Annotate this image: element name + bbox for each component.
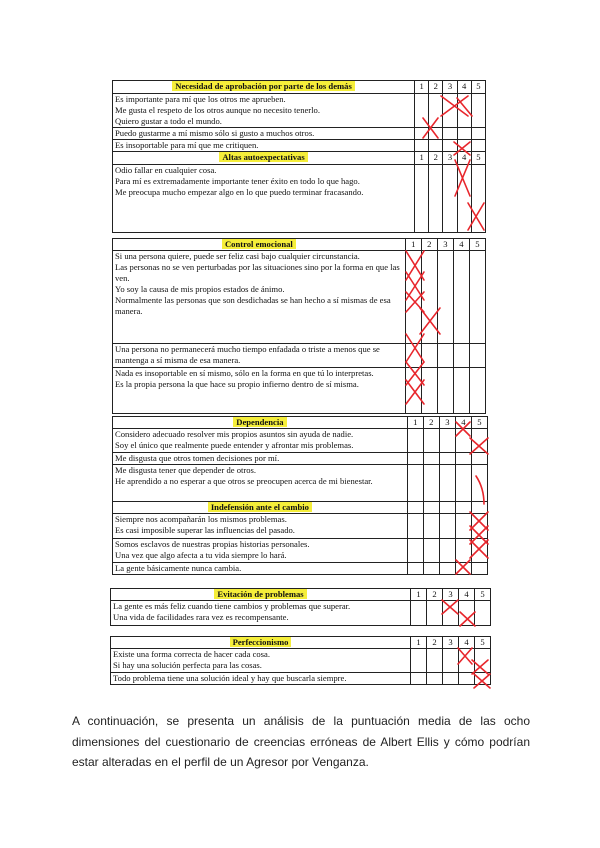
- list-item: Me disgusta que otros tomen decisiones por mí.: [113, 453, 408, 465]
- scale-header-5: 5: [471, 152, 485, 165]
- scale-header-2: 2: [427, 637, 443, 649]
- table-control-emocional: [112, 238, 486, 414]
- scale-header-3: 3: [439, 417, 455, 429]
- list-item: Siempre nos acompañarán los mismos problemas. Es casi imposible superar las influencias del pasado.: [113, 514, 408, 539]
- list-item: Puedo gustarme a mí mismo sólo si gusto a muchos otros.: [113, 128, 415, 140]
- scale-header-1: 1: [415, 81, 429, 94]
- list-item: Es insoportable para mí que me critiquen.: [113, 140, 415, 152]
- table-evitacion-problemas: [110, 588, 491, 626]
- scale-header-2: 2: [429, 152, 443, 165]
- scale-header-5: 5: [475, 589, 491, 601]
- scale-header-1: 1: [411, 637, 427, 649]
- scale-header-3: 3: [443, 637, 459, 649]
- scale-header-4: 4: [455, 417, 471, 429]
- section-title: Dependencia: [113, 417, 408, 429]
- table-perfeccionismo: [110, 636, 491, 685]
- section-title: Necesidad de aprobación por parte de los demás: [113, 81, 415, 94]
- section-title: Altas autoexpectativas: [113, 152, 415, 165]
- scale-header-2: 2: [429, 81, 443, 94]
- list-item: Es importante para mí que los otros me aprueben. Me gusta el respeto de los otros aunque no necesito tenerlo. Quiero gustar a todo el mundo.: [113, 94, 415, 128]
- scale-header-4: 4: [457, 152, 471, 165]
- scale-header-5: 5: [471, 417, 487, 429]
- scale-header-3: 3: [443, 589, 459, 601]
- list-item: Somos esclavos de nuestras propias historias personales. Una vez que algo afecta a tu vida siempre lo hará.: [113, 539, 408, 563]
- scale-header-1: 1: [407, 417, 423, 429]
- list-item: Odio fallar en cualquier cosa. Para mí es extremadamente importante tener éxito en todo lo que hago. Me preocupa mucho empezar algo en lo que puedo terminar fracasando.: [113, 165, 415, 233]
- list-item: Considero adecuado resolver mis propios asuntos sin ayuda de nadie. Soy el único que realmente puede entender y afrontar mis problemas.: [113, 429, 408, 453]
- scale-header-1: 1: [415, 152, 429, 165]
- scale-header-1: 1: [411, 589, 427, 601]
- analysis-paragraph: A continuación, se presenta un análisis de la puntuación media de las ocho dimensiones del cuestionario de creencias erróneas de Albert Ellis y cómo podrían estar alteradas en el perfil de un Agresor por Venganza.: [72, 714, 530, 769]
- list-item: Existe una forma correcta de hacer cada cosa. Si hay una solución perfecta para las cosas.: [111, 649, 411, 673]
- list-item: Una persona no permanecerá mucho tiempo enfadada o triste a menos que se mantenga a sí misma de esa manera.: [113, 344, 406, 368]
- list-item: La gente básicamente nunca cambia.: [113, 563, 408, 575]
- list-item: Todo problema tiene una solución ideal y hay que buscarla siempre.: [111, 673, 411, 685]
- scale-header-3: 3: [443, 152, 457, 165]
- scale-header-5: 5: [469, 239, 485, 251]
- scale-header-4: 4: [453, 239, 469, 251]
- scale-header-3: 3: [443, 81, 457, 94]
- scale-header-4: 4: [459, 637, 475, 649]
- scale-header-2: 2: [427, 589, 443, 601]
- section-title: Indefensión ante el cambio: [113, 502, 408, 514]
- scale-header-5: 5: [471, 81, 485, 94]
- section-title: Control emocional: [113, 239, 406, 251]
- scale-header-2: 2: [423, 417, 439, 429]
- section-title: Perfeccionismo: [111, 637, 411, 649]
- list-item: Me disgusta tener que depender de otros. He aprendido a no esperar a que otros se preocupen acerca de mi bienestar.: [113, 465, 408, 502]
- scale-header-1: 1: [405, 239, 421, 251]
- list-item: La gente es más feliz cuando tiene cambios y problemas que superar. Una vida de facilidades rara vez es recompensante.: [111, 601, 411, 626]
- list-item: Nada es insoportable en sí mismo, sólo en la forma en que tú lo interpretas. Es la propia persona la que hace su propio infierno dentro de sí misma.: [113, 368, 406, 414]
- section-title: Evitación de problemas: [111, 589, 411, 601]
- list-item: Si una persona quiere, puede ser feliz casi bajo cualquier circunstancia. Las personas no se ven perturbadas por las situaciones sino por la forma en que las ven. Yo soy la causa de mis propios estados de ánimo. Normalmente las personas que son desdichadas se han hecho a sí mismas de esa manera.: [113, 251, 406, 344]
- scale-header-3: 3: [437, 239, 453, 251]
- table-necesidad-aprobacion: [112, 80, 486, 233]
- scale-header-4: 4: [459, 589, 475, 601]
- scale-header-2: 2: [421, 239, 437, 251]
- scale-header-4: 4: [457, 81, 471, 94]
- scale-header-5: 5: [475, 637, 491, 649]
- table-dependencia: [112, 416, 488, 575]
